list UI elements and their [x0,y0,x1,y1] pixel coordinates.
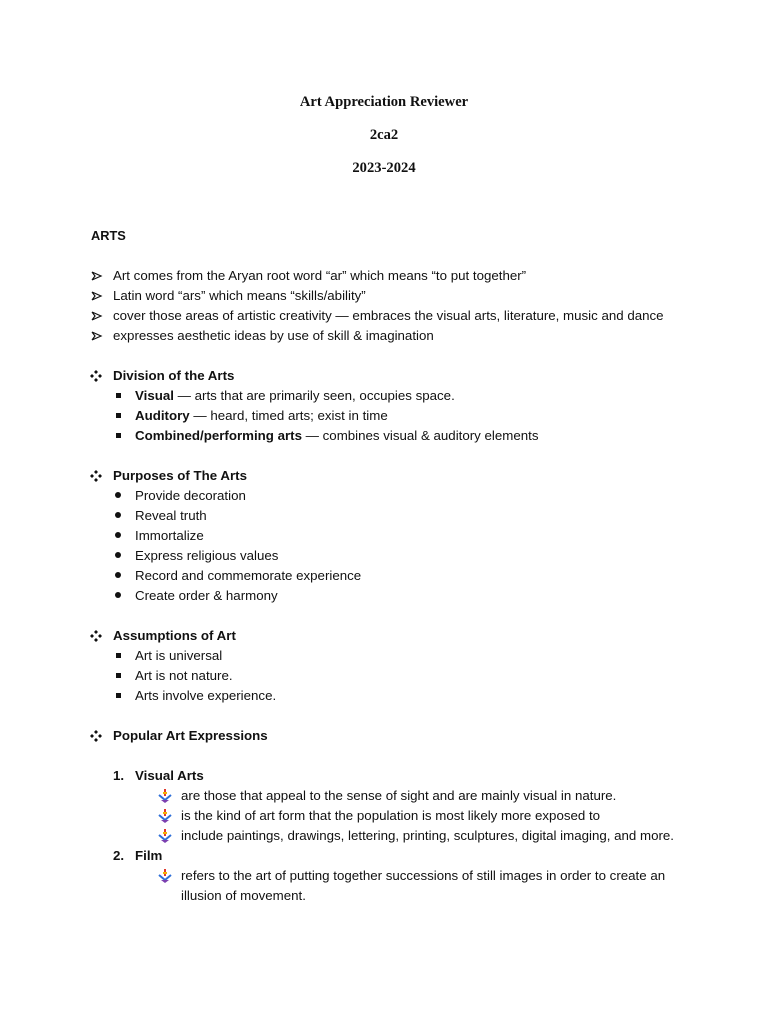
visual-arts-item: include paintings, drawings, lettering, printing, sculptures, digital imaging, and more. [181,828,674,843]
list-item [0,526,768,546]
film-item: refers to the art of putting together successions of still images in order to create an [181,868,666,883]
list-item [0,666,768,686]
purpose-item: Immortalize [135,528,204,543]
purpose-item: Record and commemorate experience [135,568,362,583]
colored-arrow-bullet-icon [158,809,172,823]
square-bullet-icon [116,413,121,418]
list-item [0,386,768,406]
list-item [0,546,768,566]
round-bullet-icon [115,532,121,538]
round-bullet-icon [115,572,121,578]
assumption-item: Art is universal [135,648,223,663]
arts-item: Art comes from the Aryan root word “ar” which means “to put together” [113,268,527,283]
list-item [0,326,768,346]
assumption-item: Arts involve experience. [135,688,277,703]
list-item [0,306,768,326]
four-diamond-bullet-icon [90,630,102,642]
list-item [0,486,768,506]
list-item-continuation [0,886,768,906]
four-diamond-bullet-icon [90,470,102,482]
arts-item: Latin word “ars” which means “skills/ability” [113,288,366,303]
list-item [0,286,768,306]
numbered-item-visual-arts [0,766,768,786]
four-diamond-bullet-icon [90,730,102,742]
purpose-item: Reveal truth [135,508,207,523]
visual-arts-item: are those that appeal to the sense of sight and are mainly visual in nature. [181,788,617,803]
list-item [0,646,768,666]
item-number: 1. [113,768,125,783]
division-heading: Division of the Arts [113,368,235,383]
list-item [0,586,768,606]
numbered-item-film [0,846,768,866]
purposes-heading: Purposes of The Arts [113,468,247,483]
document-title: Art Appreciation Reviewer [299,94,469,110]
square-bullet-icon [116,693,121,698]
list-item [0,826,768,846]
arrowhead-bullet-icon [90,306,104,326]
division-term: Visual [135,388,174,403]
round-bullet-icon [115,492,121,498]
round-bullet-icon [115,512,121,518]
list-item [0,786,768,806]
division-term: Auditory [135,408,190,423]
assumptions-heading-row [0,626,768,646]
purpose-item: Create order & harmony [135,588,278,603]
list-item [0,866,768,886]
assumption-item: Art is not nature. [135,668,233,683]
list-item [0,506,768,526]
arts-item: expresses aesthetic ideas by use of skill & imagination [113,328,434,343]
purpose-item: Provide decoration [135,488,246,503]
division-desc: — heard, timed arts; exist in time [189,408,388,423]
list-item [0,566,768,586]
division-term: Combined/performing arts [135,428,302,443]
colored-arrow-bullet-icon [158,829,172,843]
list-item [0,406,768,426]
division-desc: — arts that are primarily seen, occupies space. [173,388,455,403]
square-bullet-icon [116,673,121,678]
arts-heading-row [0,226,768,246]
section-code: 2ca2 [369,127,399,143]
visual-arts-label: Visual Arts [135,768,204,783]
school-year: 2023-2024 [352,160,416,176]
list-item [0,266,768,286]
film-label: Film [135,848,163,863]
visual-arts-item: is the kind of art form that the population is most likely more exposed to [181,808,601,823]
list-item [0,806,768,826]
list-item [0,686,768,706]
title-block [0,94,768,193]
item-number: 2. [113,848,125,863]
arrowhead-bullet-icon [90,266,104,286]
expressions-heading-row [0,726,768,746]
square-bullet-icon [116,393,121,398]
expressions-heading: Popular Art Expressions [113,728,268,743]
assumptions-heading: Assumptions of Art [113,628,236,643]
list-item [0,426,768,446]
round-bullet-icon [115,592,121,598]
division-desc: — combines visual & auditory elements [301,428,539,443]
colored-arrow-bullet-icon [158,869,172,883]
document-body [0,226,768,906]
purpose-item: Express religious values [135,548,279,563]
square-bullet-icon [116,653,121,658]
round-bullet-icon [115,552,121,558]
colored-arrow-bullet-icon [158,789,172,803]
arts-heading: ARTS [91,228,126,243]
purposes-heading-row [0,466,768,486]
arrowhead-bullet-icon [90,326,104,346]
division-heading-row [0,366,768,386]
four-diamond-bullet-icon [90,370,102,382]
arts-item: cover those areas of artistic creativity — embraces the visual arts, literature, music and dance [113,308,664,323]
film-item-continuation: illusion of movement. [181,888,306,903]
square-bullet-icon [116,433,121,438]
arrowhead-bullet-icon [90,286,104,306]
